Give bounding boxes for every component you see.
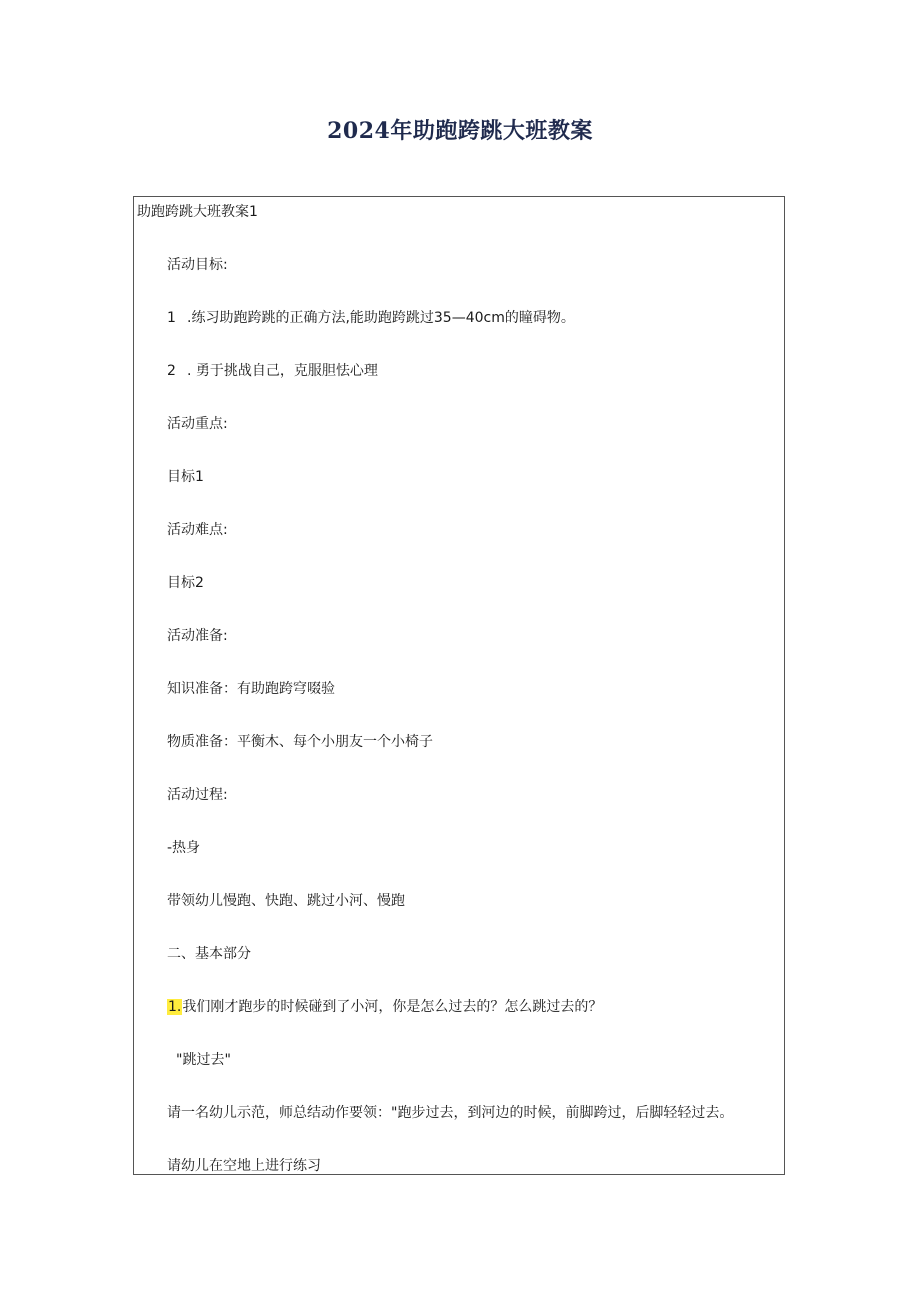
- demo-text: 请一名幼儿示范，师总结动作要领："跑步过去，到河边的时候，前脚跨过，后脚轻轻过去。: [167, 1105, 734, 1121]
- question-1-text: 我们刚才跑步的时候碰到了小河，你是怎么过去的？怎么跳过去的？: [182, 999, 603, 1015]
- basic-heading: 二、基本部分: [167, 946, 251, 962]
- process-label: 活动过程:: [167, 787, 228, 803]
- goal-item-2: [167, 361, 378, 381]
- question-1: [167, 997, 602, 1017]
- question-1-number-highlight: 1.: [168, 999, 182, 1015]
- difficulty-label: 活动难点:: [167, 522, 228, 538]
- prep-knowledge: 知识准备：有助跑跨穹啜验: [167, 681, 335, 697]
- key-points-label: 活动重点:: [167, 416, 228, 432]
- prep-label: 活动准备:: [167, 628, 228, 644]
- goal-1-text: .练习助跑跨跳的正确方法,能助跑跨跳过35—40cm的瞳碍物。: [187, 310, 575, 326]
- page-title: 2024年助跑跨跳大班教案: [327, 118, 593, 144]
- section-heading: 助跑跨跳大班教案1: [137, 204, 258, 220]
- prep-materials: 物质准备：平衡木、每个小朋友一个小椅子: [167, 734, 433, 750]
- goal-item-1: [167, 308, 575, 328]
- goal-1-number: 1: [167, 310, 176, 326]
- content-box: [133, 196, 785, 1175]
- difficulty-value: 目标2: [167, 575, 204, 591]
- key-points-value: 目标1: [167, 469, 204, 485]
- practice-text: 请幼儿在空地上进行练习: [167, 1158, 321, 1174]
- goal-2-text: . 勇于挑战自己，克服胆怯心理: [187, 363, 378, 379]
- warmup-heading: -热身: [167, 840, 201, 856]
- goals-label: 活动目标:: [167, 257, 228, 273]
- warmup-text: 带领幼儿慢跑、快跑、跳过小河、慢跑: [167, 893, 405, 909]
- answer-quote: "跳过去": [176, 1052, 231, 1068]
- goal-2-number: 2: [167, 363, 176, 379]
